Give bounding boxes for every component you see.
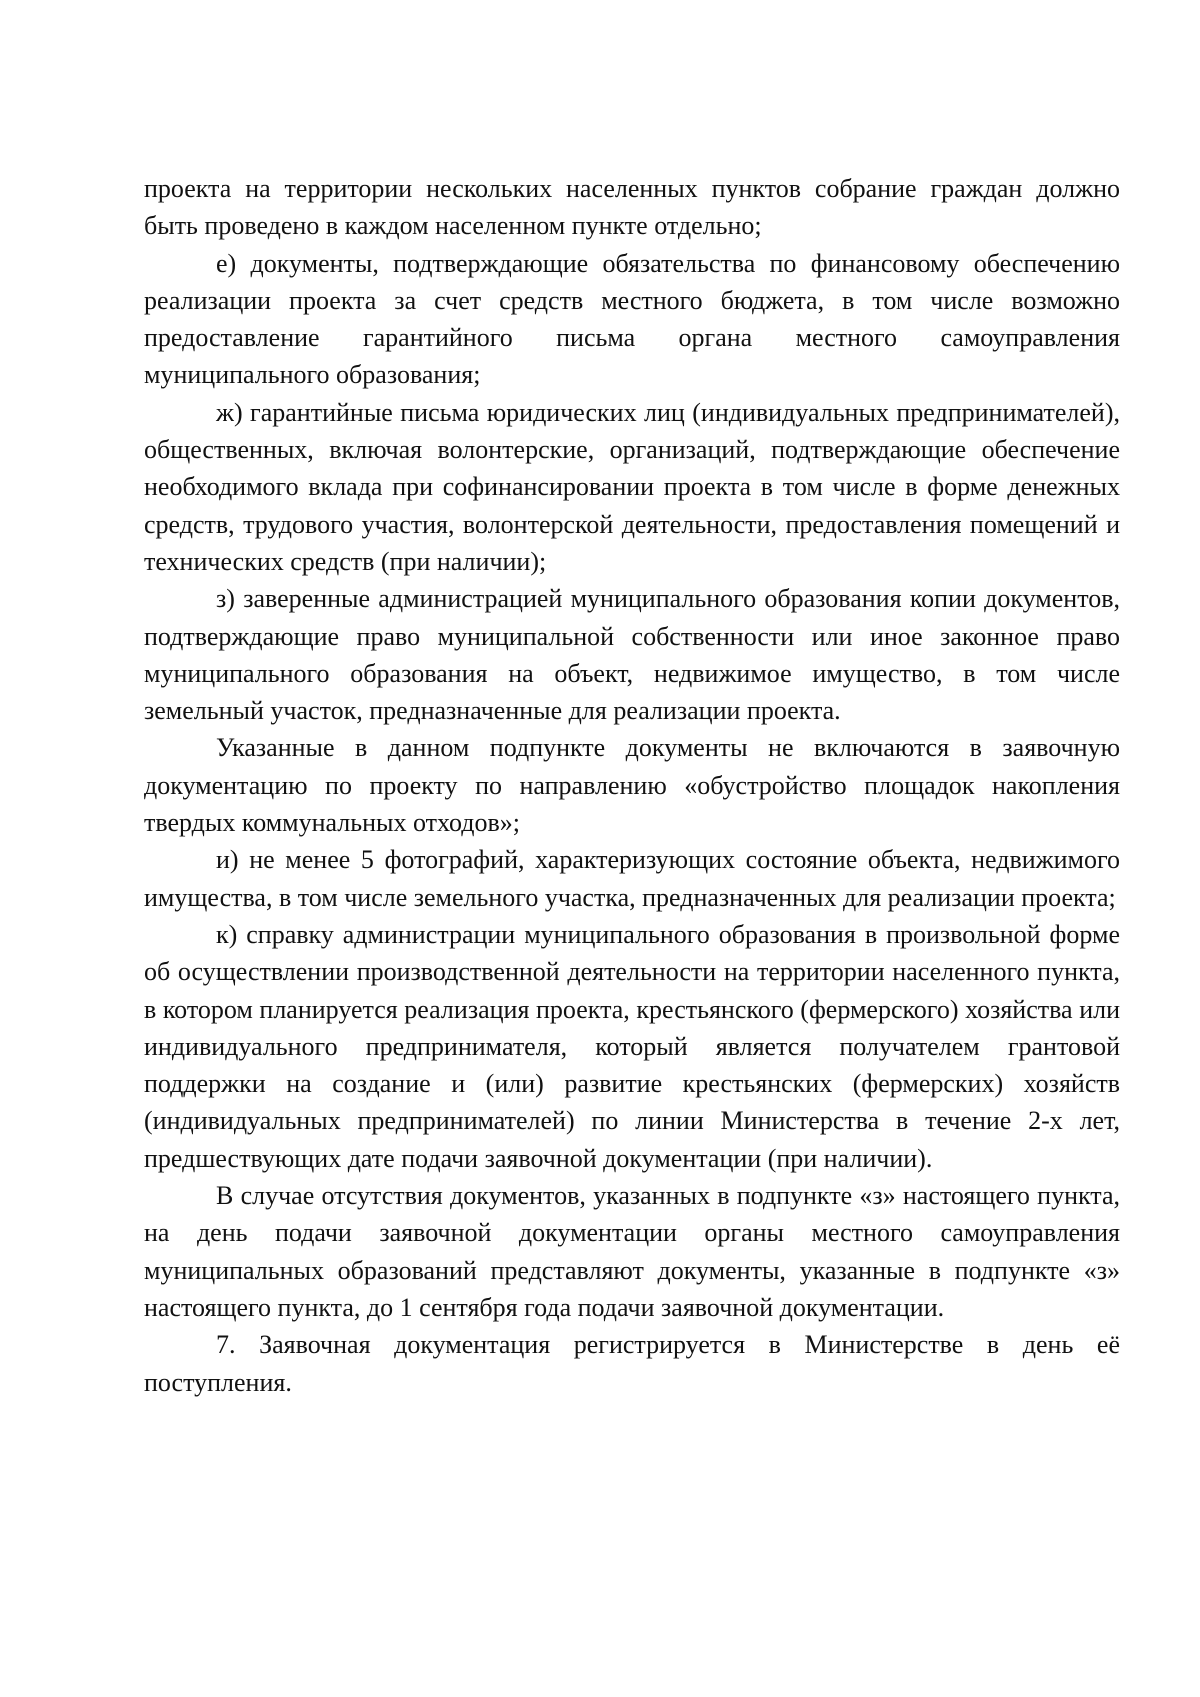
- paragraph-item-k: к) справку администрации муниципального образования в произвольной форме об осуществлении производственной деятельности на территории населенного пункта, в котором планируется реализация проекта, крестьянского (фермерского) хозяйства или индивидуального предпринимателя, который является получателем грантовой поддержки на создание и (или) развитие крестьянских (фермерских) хозяйств (индивидуальных предпринимателей) по линии Министерства в течение 2-х лет, предшествующих дате подачи заявочной документации (при наличии).: [144, 919, 1120, 1173]
- paragraph-item-e: е) документы, подтверждающие обязательства по финансовому обеспечению реализации проекта за счет средств местного бюджета, в том числе возможно предоставление гарантийного письма органа местного самоуправления муниципального образования;: [144, 248, 1120, 390]
- paragraph-1: проекта на территории нескольких населенных пунктов собрание граждан должно быть проведено в каждом населенном пункте отдельно;: [144, 174, 1120, 241]
- paragraph-item-zh: ж) гарантийные письма юридических лиц (индивидуальных предпринимателей), общественных, включая волонтерские, организаций, подтверждающие обеспечение необходимого вклада при софинансировании проекта в том числе в форме денежных средств, трудового участия, волонтерской деятельности, предоставления помещений и технических средств (при наличии);: [144, 397, 1120, 576]
- paragraph-item-i: и) не менее 5 фотографий, характеризующих состояние объекта, недвижимого имущества, в том числе земельного участка, предназначенных для реализации проекта;: [144, 845, 1120, 912]
- paragraph-item-z: з) заверенные администрацией муниципального образования копии документов, подтверждающие право муниципальной собственности или иное законное право муниципального образования на объект, недвижимое имущество, в том числе земельный участок, предназначенные для реализации проекта.: [144, 584, 1120, 726]
- paragraph-note: Указанные в данном подпункте документы не включаются в заявочную документацию по проекту по направлению «обустройство площадок накопления твердых коммунальных отходов»;: [144, 733, 1120, 838]
- paragraph-section-7: 7. Заявочная документация регистрируется в Министерстве в день её поступления.: [144, 1330, 1120, 1397]
- document-page: [144, 170, 1120, 1401]
- paragraph-absence-case: В случае отсутствия документов, указанных в подпункте «з» настоящего пункта, на день подачи заявочной документации органы местного самоуправления муниципальных образований представляют документы, указанные в подпункте «з» настоящего пункта, до 1 сентября года подачи заявочной документации.: [144, 1181, 1120, 1322]
